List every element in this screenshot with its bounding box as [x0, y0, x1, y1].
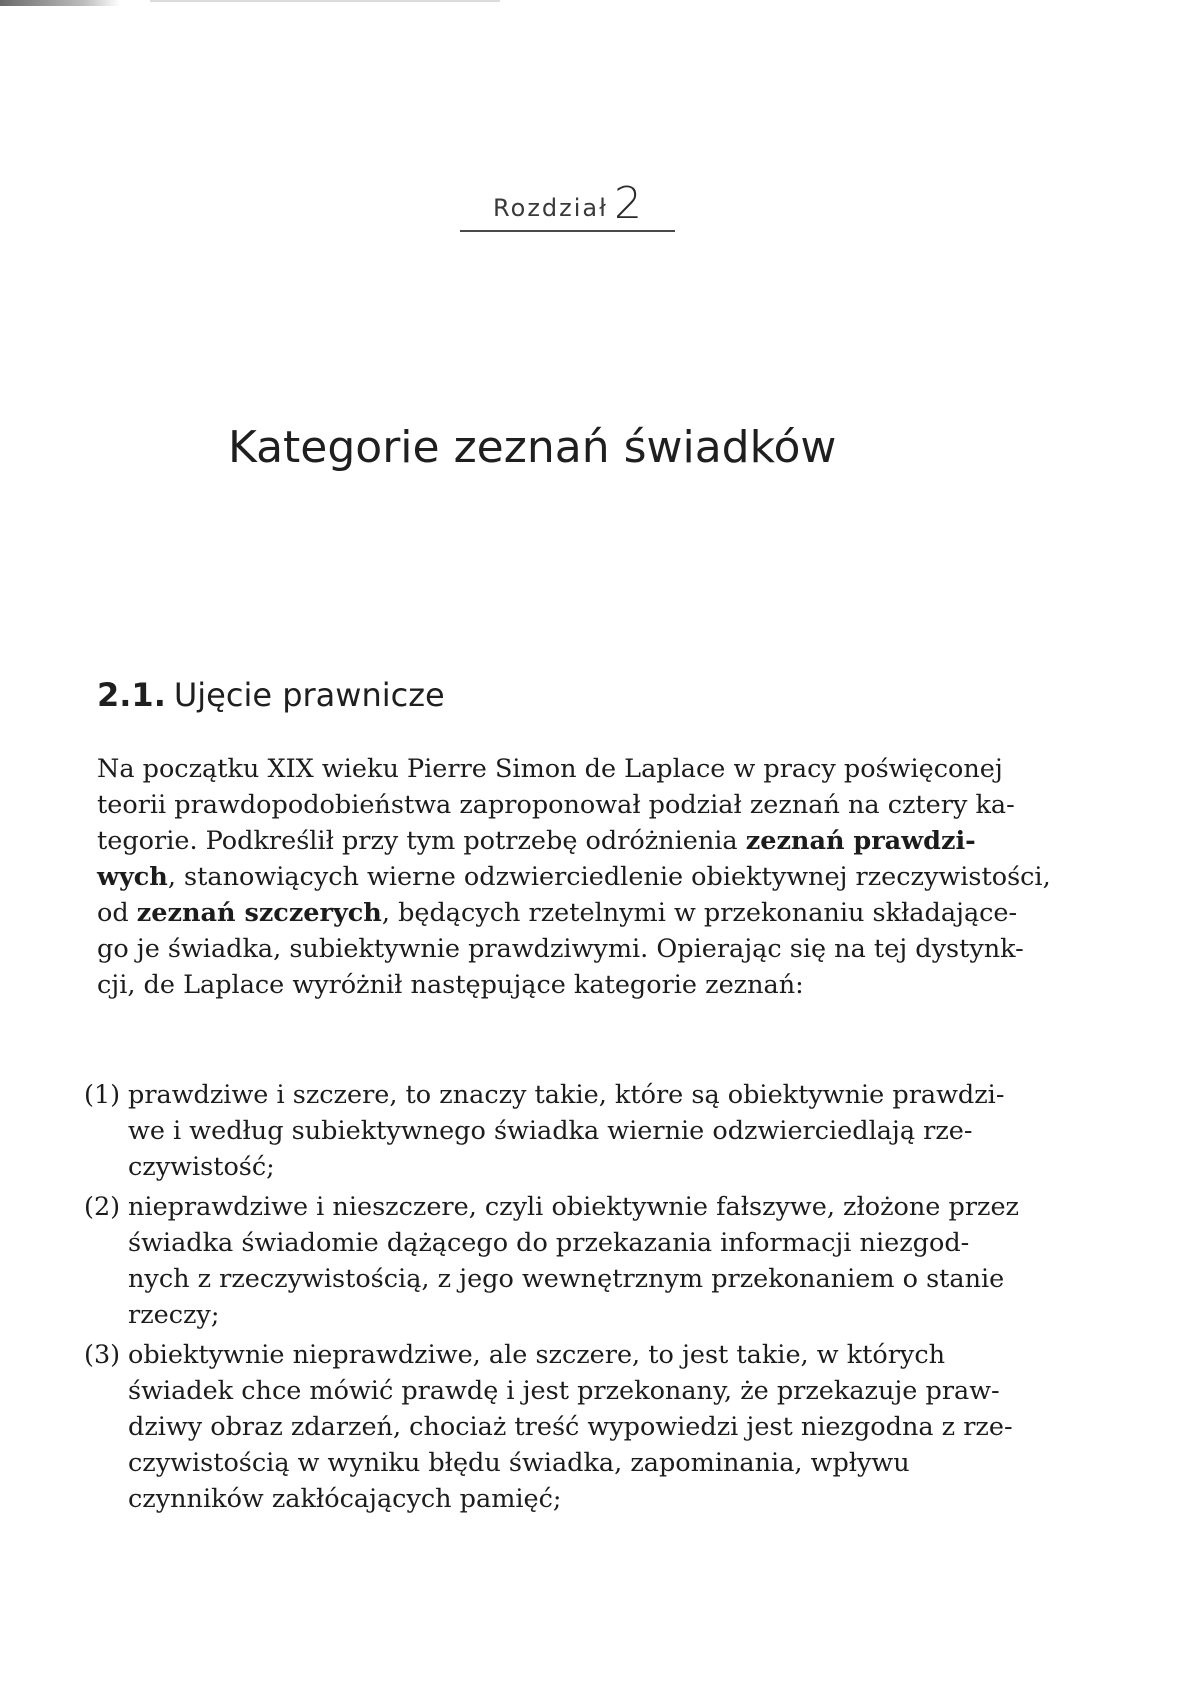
bold-term: zeznań prawdzi- [745, 826, 976, 856]
bold-term: wych [97, 862, 168, 892]
page-title: Kategorie zeznań świadków [228, 422, 837, 473]
paragraph-line [97, 752, 1003, 786]
paragraph-line [97, 896, 1017, 930]
section-title: Ujęcie prawnicze [173, 676, 445, 714]
list-item-line: we i według subiektywnego świadka wiernie odzwierciedlają rze- [128, 1116, 973, 1146]
list-item-line: dziwy obraz zdarzeń, chociaż treść wypowiedzi jest niezgodna z rze- [128, 1412, 1013, 1442]
line-text: cji, de Laplace wyróżnił następujące kategorie zeznań: [97, 970, 804, 1000]
list-item-line: obiektywnie nieprawdziwe, ale szczere, to jest takie, w których [128, 1340, 946, 1370]
list-item-line: nieprawdziwe i nieszczere, czyli obiektywnie fałszywe, złożone przez [128, 1192, 1019, 1222]
paragraph-line [97, 968, 804, 1002]
list-item-line: świadek chce mówić prawdę i jest przekonany, że przekazuje praw- [128, 1376, 1000, 1406]
line-text: teorii prawdopodobieństwa zaproponował podział zeznań na cztery ka- [97, 790, 1015, 820]
list-item-line: rzeczy; [128, 1300, 220, 1330]
list-item-number: (1) [84, 1080, 121, 1110]
list-item-number: (2) [84, 1192, 121, 1222]
list-item-line: nych z rzeczywistością, z jego wewnętrznym przekonaniem o stanie [128, 1264, 1005, 1294]
chapter-number: 2 [613, 178, 642, 229]
line-text: od [97, 898, 137, 928]
paragraph-line [97, 788, 1015, 822]
chapter-heading [460, 178, 675, 229]
line-text: , będących rzetelnymi w przekonaniu składające- [381, 898, 1018, 928]
paragraph-line [97, 824, 976, 858]
section-heading [97, 676, 445, 714]
list-item-line: czywistością w wyniku błędu świadka, zapominania, wpływu [128, 1448, 910, 1478]
list-item-line: czynników zakłócających pamięć; [128, 1484, 562, 1514]
line-text: go je świadka, subiektywnie prawdziwymi. Opierając się na tej dystynk- [97, 934, 1024, 964]
list-item-line: świadka świadomie dążącego do przekazania informacji niezgod- [128, 1228, 970, 1258]
scan-edge-shadow [0, 0, 120, 6]
paragraph-line [97, 932, 1024, 966]
line-text: , stanowiących wierne odzwierciedlenie obiektywnej rzeczywistości, [167, 862, 1051, 892]
list-item-line: prawdziwe i szczere, to znaczy takie, które są obiektywnie prawdzi- [128, 1080, 1005, 1110]
chapter-label: Rozdział [493, 194, 608, 222]
chapter-rule [460, 230, 675, 232]
paragraph-line [97, 860, 1051, 894]
section-number: 2.1. [97, 676, 166, 714]
bold-term: zeznań szczerych [136, 898, 382, 928]
list-item-number: (3) [84, 1340, 121, 1370]
list-item-line: czywistość; [128, 1152, 275, 1182]
scan-edge-line [150, 0, 500, 2]
line-text: tegorie. Podkreślił przy tym potrzebę odróżnienia [97, 826, 746, 856]
line-text: Na początku XIX wieku Pierre Simon de Laplace w pracy poświęconej [97, 754, 1003, 784]
